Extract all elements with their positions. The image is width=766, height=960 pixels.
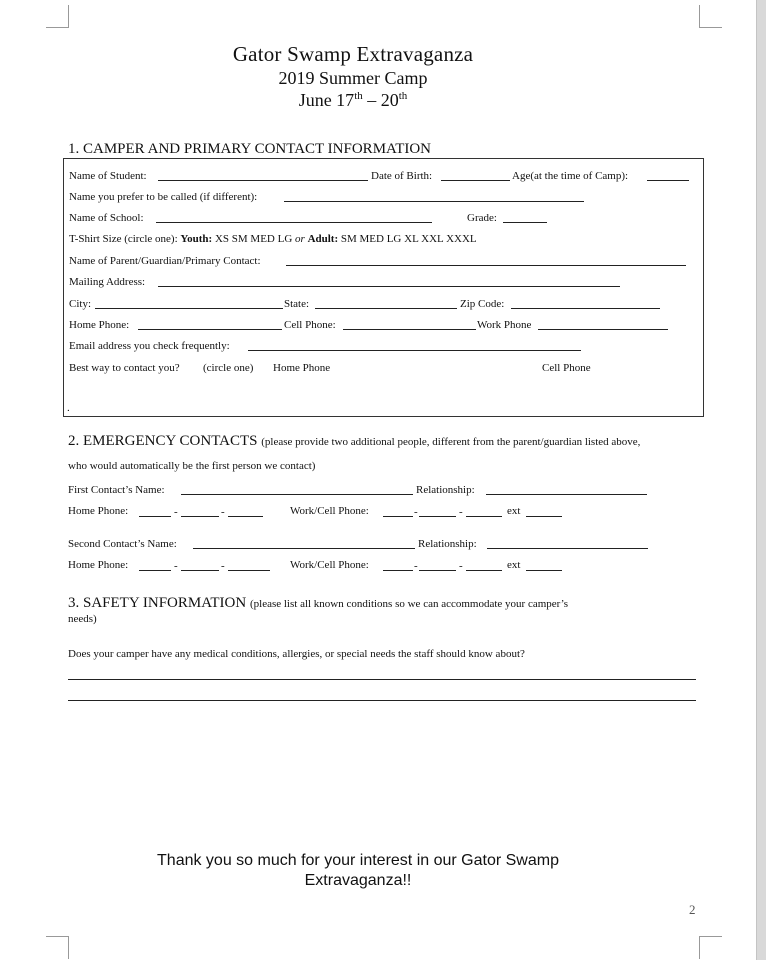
tshirt-adult-label: Adult: — [307, 233, 339, 245]
first-contact-name-field[interactable] — [181, 494, 413, 495]
dash: - — [221, 506, 225, 518]
section3-note: (please list all known conditions so we can accommodate your camper’s — [249, 598, 569, 610]
work-phone-label: Work Phone — [477, 319, 532, 331]
best-way-label: Best way to contact you? — [69, 362, 180, 374]
dash: - — [174, 560, 178, 572]
first-contact-relationship-label: Relationship: — [416, 484, 475, 496]
cell-phone-label: Cell Phone: — [284, 319, 336, 331]
city-label: City: — [69, 298, 92, 310]
dash: - — [414, 506, 418, 518]
section2-heading-row — [68, 433, 640, 450]
school-label: Name of School: — [69, 212, 144, 224]
first-contact-home-phone-label: Home Phone: — [68, 505, 129, 517]
school-field[interactable] — [156, 222, 432, 223]
section2-note: (please provide two additional people, different from the parent/guardian listed above, — [261, 436, 641, 448]
dash: - — [221, 560, 225, 572]
first-home-phone-prefix[interactable] — [181, 516, 219, 517]
preferred-name-field[interactable] — [284, 201, 584, 202]
second-work-phone-line[interactable] — [466, 570, 502, 571]
circle-one-label: (circle one) — [203, 362, 254, 374]
age-label: Age(at the time of Camp): — [512, 170, 629, 182]
viewer-scroll-edge — [756, 0, 766, 960]
contact-option-cell-phone[interactable]: Cell Phone — [542, 362, 591, 374]
state-field[interactable] — [315, 308, 457, 309]
state-label: State: — [284, 298, 310, 310]
second-contact-relationship-field[interactable] — [487, 548, 648, 549]
first-work-phone-line[interactable] — [466, 516, 502, 517]
medical-answer-line-2[interactable] — [68, 700, 696, 701]
page-number: 2 — [689, 902, 696, 917]
second-work-phone-prefix[interactable] — [419, 570, 456, 571]
thank-you-line-1: Thank you so much for your interest in our Gator Swamp — [157, 852, 559, 869]
email-label: Email address you check frequently: — [69, 340, 230, 352]
section2-note-line2: who would automatically be the first person we contact) — [68, 460, 316, 472]
second-contact-home-phone-label: Home Phone: — [68, 559, 129, 571]
page-title: Gator Swamp Extravaganza — [232, 42, 474, 66]
date-end-sup: th — [398, 90, 408, 102]
first-work-phone-area[interactable] — [383, 516, 413, 517]
first-contact-work-cell-label: Work/Cell Phone: — [290, 505, 369, 517]
tshirt-youth-label: Youth: — [180, 233, 213, 245]
medical-question: Does your camper have any medical conditions, allergies, or special needs the staff should know about? — [68, 648, 525, 660]
zip-field[interactable] — [511, 308, 660, 309]
second-contact-name-field[interactable] — [193, 548, 415, 549]
first-contact-relationship-field[interactable] — [486, 494, 647, 495]
corner-mark-bottom-left — [46, 936, 69, 959]
thank-you-message — [100, 851, 616, 891]
first-home-phone-line[interactable] — [228, 516, 263, 517]
second-home-phone-line[interactable] — [228, 570, 270, 571]
zip-label: Zip Code: — [460, 298, 505, 310]
dob-label: Date of Birth: — [371, 170, 433, 182]
date-start: June 17 — [298, 90, 355, 110]
parent-field[interactable] — [286, 265, 686, 266]
grade-field[interactable] — [503, 222, 547, 223]
tshirt-adult-sizes[interactable]: SM MED LG XL XXL XXXL — [338, 233, 477, 245]
dash: - — [414, 560, 418, 572]
first-home-phone-area[interactable] — [139, 516, 171, 517]
tshirt-youth-sizes[interactable]: XS SM MED LG — [212, 233, 296, 245]
city-field[interactable] — [95, 308, 283, 309]
second-contact-name-label: Second Contact’s Name: — [68, 538, 177, 550]
student-name-label: Name of Student: — [69, 170, 147, 182]
second-contact-ext-label: ext — [507, 559, 521, 571]
tshirt-size-row — [69, 233, 477, 245]
thank-you-line-2: Extravaganza!! — [304, 872, 412, 889]
section3-note-line2: needs) — [68, 613, 97, 625]
preferred-name-label: Name you prefer to be called (if different): — [69, 191, 258, 203]
mailing-address-label: Mailing Address: — [69, 276, 146, 288]
corner-mark-bottom-right — [699, 936, 722, 959]
tshirt-prefix: T-Shirt Size (circle one): — [69, 233, 181, 245]
second-contact-work-cell-label: Work/Cell Phone: — [290, 559, 369, 571]
first-contact-name-label: First Contact’s Name: — [68, 484, 165, 496]
dash: - — [174, 506, 178, 518]
section3-heading: 3. SAFETY INFORMATION — [68, 595, 247, 611]
first-work-phone-prefix[interactable] — [419, 516, 456, 517]
email-field[interactable] — [248, 350, 581, 351]
date-separator: – 20 — [362, 90, 399, 110]
grade-label: Grade: — [467, 212, 497, 224]
second-home-phone-prefix[interactable] — [181, 570, 219, 571]
medical-answer-line-1[interactable] — [68, 679, 696, 680]
work-phone-field[interactable] — [538, 329, 668, 330]
camp-dates — [0, 90, 706, 111]
corner-mark-top-left — [46, 5, 69, 28]
section2-heading: 2. EMERGENCY CONTACTS — [68, 433, 258, 449]
home-phone-field[interactable] — [138, 329, 282, 330]
dash: - — [459, 506, 463, 518]
tshirt-or: or — [295, 233, 305, 245]
corner-mark-top-right — [699, 5, 722, 28]
student-name-field[interactable] — [158, 180, 368, 181]
cell-phone-field[interactable] — [343, 329, 476, 330]
first-contact-ext-field[interactable] — [526, 516, 562, 517]
home-phone-label: Home Phone: — [69, 319, 130, 331]
age-field[interactable] — [647, 180, 689, 181]
second-contact-relationship-label: Relationship: — [418, 538, 477, 550]
mailing-address-field[interactable] — [158, 286, 620, 287]
page-subtitle: 2019 Summer Camp — [278, 68, 428, 88]
parent-label: Name of Parent/Guardian/Primary Contact: — [69, 255, 261, 267]
second-work-phone-area[interactable] — [383, 570, 413, 571]
first-contact-ext-label: ext — [507, 505, 521, 517]
second-home-phone-area[interactable] — [139, 570, 171, 571]
stray-dot: . — [67, 402, 70, 414]
contact-option-home-phone[interactable]: Home Phone — [273, 362, 331, 374]
section3-heading-row — [68, 595, 568, 612]
dash: - — [459, 560, 463, 572]
second-contact-ext-field[interactable] — [526, 570, 562, 571]
dob-field[interactable] — [441, 180, 510, 181]
section1-heading: 1. CAMPER AND PRIMARY CONTACT INFORMATION — [68, 141, 432, 157]
date-start-sup: th — [354, 90, 363, 102]
